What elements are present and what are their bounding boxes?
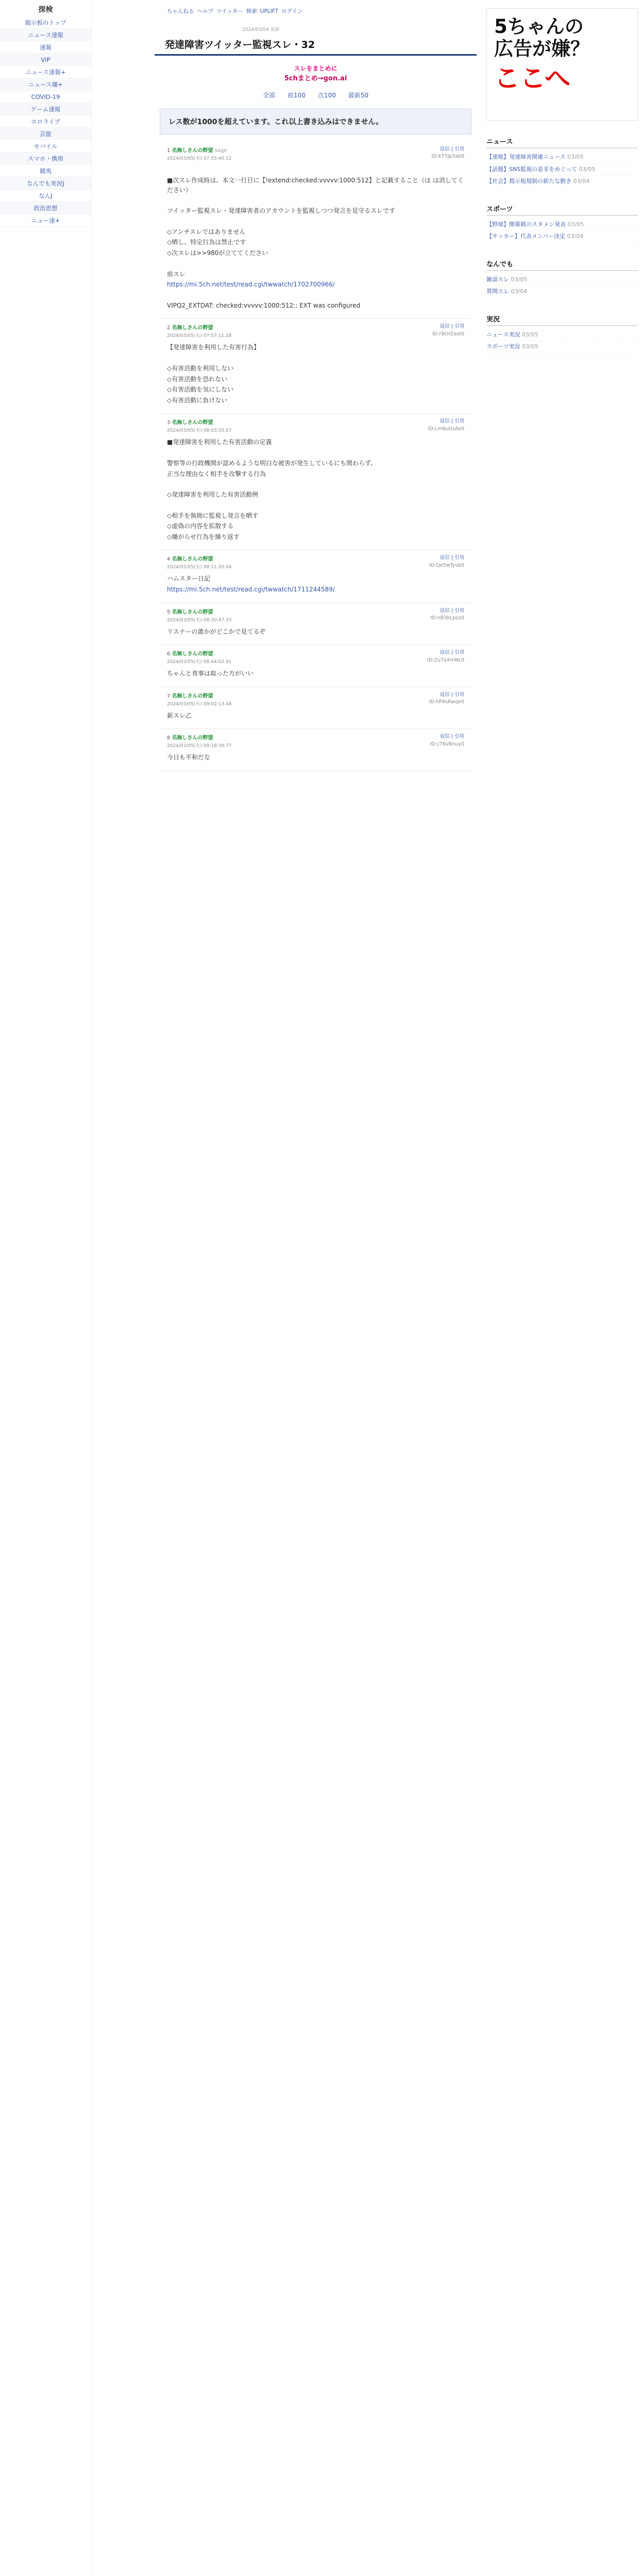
sidebar-news-title: ニュース: [486, 136, 638, 148]
sidebar-sections: [483, 136, 641, 353]
post-body: [167, 627, 464, 637]
line-gap: [167, 501, 464, 511]
thread-title: 発達障害ツイッター監視スレ・32: [155, 35, 477, 56]
sidebar-live-item[interactable]: [486, 329, 638, 342]
post-name: 名無しさんの野望: [172, 609, 213, 615]
nav-item[interactable]: VIP: [0, 54, 91, 66]
sidebar-item-date: 03/04: [511, 288, 528, 295]
main-content: [155, 0, 477, 2576]
post-body: [167, 669, 464, 679]
post-action-reply[interactable]: 返信: [440, 146, 450, 152]
pagination-tabs: [155, 86, 477, 109]
post-actions: 返信 | 引用 ID:nB3kLpoz0: [430, 607, 464, 621]
post-header: [167, 691, 464, 699]
post-line: ちゃんと食事は取った方がいい: [167, 670, 254, 677]
post-date: 2024/03/05(火) 07:55:40.12: [167, 156, 232, 161]
nav-item[interactable]: ニュース速報: [0, 29, 91, 41]
top-navigation: [155, 0, 477, 26]
post-action-quote[interactable]: 引用: [454, 324, 464, 330]
nav-item[interactable]: COVID-19: [0, 91, 91, 103]
post-line: VIPQ2_EXTDAT: checked:vvvvv:1000:512:: EXT was configured: [167, 301, 361, 309]
post-list: [155, 142, 477, 771]
post-header: [167, 323, 464, 331]
post-action-reply[interactable]: 返信: [440, 418, 450, 425]
post-body: [167, 711, 464, 721]
post-action-quote[interactable]: 引用: [454, 607, 464, 614]
post-line: ◇有害活動に負けない: [167, 396, 228, 404]
post-id[interactable]: ID:r9cH2sxt0: [432, 331, 464, 337]
post-item: [160, 414, 471, 550]
line-gap: [167, 480, 464, 490]
pagination-tab[interactable]: 全部: [262, 92, 275, 99]
post-line: ◇有害活動を利用しない: [167, 364, 234, 372]
sidebar-item-text: 【話題】SNS監視の是非をめぐって: [486, 165, 577, 173]
promo-line-1: スレをまとめに: [294, 65, 338, 72]
post-action-quote[interactable]: 引用: [454, 146, 464, 152]
post-line: 新スレ乙: [167, 711, 192, 719]
nav-item[interactable]: 速報: [0, 41, 91, 54]
line-gap: [167, 259, 464, 269]
post-line: 今日も平和だな: [167, 754, 211, 761]
post-id[interactable]: ID:hP4sRwqe0: [429, 699, 464, 705]
sidebar-sports-item[interactable]: [486, 231, 638, 243]
topnav-link[interactable]: UPLIFT: [260, 8, 278, 14]
nav-item[interactable]: 政治思想: [0, 202, 91, 214]
right-sidebar: [483, 0, 641, 2576]
post-number[interactable]: 2: [167, 325, 171, 331]
post-item: [160, 729, 471, 771]
sidebar-item-date: 03/05: [522, 343, 538, 350]
nav-item[interactable]: ニュー速+: [0, 214, 91, 227]
post-header: [167, 649, 464, 657]
post-header: [167, 146, 464, 154]
sidebar-item-text: 【サッカー】代表メンバー決定: [486, 233, 566, 240]
post-line: ◇晒し、特定行為は禁止です: [167, 239, 246, 246]
post-mail: sage: [214, 148, 227, 154]
post-date: 2024/03/05(火) 08:30:47.33: [167, 617, 232, 623]
sidebar-item-date: 03/05: [521, 331, 538, 338]
post-action-quote[interactable]: 引用: [454, 555, 464, 561]
post-actions: 返信 | 引用 ID:Qe5wTyvb0: [429, 555, 464, 568]
post-body: [167, 437, 464, 541]
promo-line-2: 5chまとめ→gon.ai: [284, 75, 347, 82]
post-line: 正当な理由なく相手を攻撃する行為: [167, 470, 266, 478]
sidebar-sports: [486, 204, 638, 243]
sidebar-sports-item[interactable]: [486, 219, 638, 231]
sidebar-news-item[interactable]: [486, 164, 638, 176]
post-date: 2024/03/05(火) 09:02:13.48: [167, 701, 232, 707]
post-id[interactable]: ID:cT6vBnuy0: [430, 741, 464, 747]
post-body: [167, 753, 464, 762]
pagination-tab[interactable]: 前100: [287, 92, 306, 99]
post-header: [167, 418, 464, 426]
post-item: [160, 319, 471, 414]
line-gap: [167, 353, 464, 364]
sidebar-item-date: 03/04: [573, 178, 590, 184]
post-line: ◇嫌がらせ行為を繰り返す: [167, 533, 240, 540]
topnav-link[interactable]: 検索: [246, 8, 257, 14]
line-gap: [167, 217, 464, 227]
post-name: 名無しさんの野望: [172, 325, 213, 331]
post-action-quote[interactable]: 引用: [454, 650, 464, 656]
post-number[interactable]: 8: [167, 735, 171, 741]
post-header: [167, 607, 464, 615]
post-header: [167, 554, 464, 562]
sidebar-nanj: [486, 259, 638, 298]
sidebar-nanj-item[interactable]: [486, 286, 638, 298]
post-name: 名無しさんの野望: [172, 420, 213, 426]
post-name: 名無しさんの野望: [172, 148, 213, 154]
post-item: [160, 550, 471, 603]
sidebar-news: [486, 136, 638, 188]
post-link[interactable]: https://mi.5ch.net/test/read.cgi/twwatch/1711244589/: [167, 586, 335, 594]
post-id[interactable]: ID:Qe5wTyvb0: [429, 562, 464, 568]
nav-item[interactable]: ニュース速報+: [0, 66, 91, 78]
nav-item[interactable]: ホロライブ: [0, 115, 91, 128]
post-body: [167, 343, 464, 405]
post-number[interactable]: 5: [167, 609, 171, 615]
post-name: 名無しさんの野望: [172, 556, 213, 563]
post-action-reply[interactable]: 返信: [440, 691, 450, 698]
topnav-link[interactable]: ログイン: [281, 8, 303, 14]
promo-banner[interactable]: [155, 62, 477, 86]
post-action-reply[interactable]: 返信: [440, 555, 450, 561]
post-body: [167, 165, 464, 310]
sidebar-news-item[interactable]: [486, 151, 638, 164]
post-item: [160, 645, 471, 687]
post-line: ◇虚偽の内容を拡散する: [167, 522, 234, 530]
pagination-tab[interactable]: 次100: [317, 92, 336, 99]
post-line: ◇発達障害を利用した有害活動例: [167, 491, 259, 499]
sidebar-item-text: スポーツ実況: [486, 343, 520, 350]
sidebar-item-date: 03/05: [579, 165, 596, 173]
nav-item[interactable]: スマホ・携帯: [0, 152, 91, 165]
post-actions: 返信 | 引用 ID:r9cH2sxt0: [432, 324, 464, 337]
post-link[interactable]: https://mi.5ch.net/test/read.cgi/twwatch/1702700966/: [167, 281, 335, 289]
sidebar-sports-title: スポーツ: [486, 204, 638, 216]
topnav-link[interactable]: ツイッター: [216, 8, 243, 14]
post-number[interactable]: 3: [167, 420, 171, 426]
nav-list: [0, 16, 91, 227]
nav-item[interactable]: なんでも実況J: [0, 177, 91, 190]
ad-cta: ここへ: [494, 63, 570, 93]
line-gap: [167, 291, 464, 301]
sidebar-item-date: 03/04: [567, 233, 584, 240]
post-line: ■次スレ作成時は、本文一行目に【!extend:checked:vvvvv:1000:512】と記載すること（ほ は消してください）: [167, 177, 464, 194]
nav-title: 探検: [38, 6, 53, 14]
sidebar-item-text: 【野球】開幕戦のスタメン発表: [486, 221, 566, 228]
nav-item[interactable]: なんJ: [0, 190, 91, 202]
sidebar-item-text: 【速報】発達障害関連ニュース: [486, 154, 566, 160]
sidebar-item-date: 03/05: [511, 276, 528, 283]
post-line: 前スレ: [167, 270, 186, 278]
post-action-quote[interactable]: 引用: [454, 418, 464, 425]
post-actions: 返信 | 引用 ID:kT7Jp3ab0: [431, 146, 464, 160]
thread-meta: 2024/03/04 更新: [242, 27, 280, 32]
sidebar-item-date: 03/05: [567, 154, 584, 160]
post-body: [167, 574, 464, 594]
sidebar-item-text: 【社会】掲示板規制の新たな動き: [486, 178, 571, 184]
topnav-link[interactable]: ヘルプ: [197, 8, 213, 14]
nav-item[interactable]: 芸能: [0, 128, 91, 140]
post-line: ◇有害活動を恐れない: [167, 375, 228, 383]
post-item: [160, 687, 471, 730]
post-line: ◇有害活動を気にしない: [167, 386, 234, 394]
left-navigation: [0, 0, 92, 2576]
post-actions: 返信 | 引用 ID:Lm8uGsAe0: [428, 418, 464, 432]
post-action-reply[interactable]: 返信: [440, 607, 450, 614]
nav-item[interactable]: 掲示板のトップ: [0, 16, 91, 29]
pagination-tab[interactable]: 最新50: [348, 92, 369, 99]
post-name: 名無しさんの野望: [172, 735, 213, 741]
line-gap: [167, 165, 464, 176]
post-date: 2024/03/05(火) 07:57:11.28: [167, 333, 232, 339]
sidebar-item-date: 03/05: [567, 221, 584, 228]
sidebar-live-title: 実況: [486, 314, 638, 326]
post-actions: 返信 | 引用 ID:Zu7aXmNc0: [427, 650, 464, 663]
post-number[interactable]: 6: [167, 651, 171, 657]
post-line: ツイッター監視スレ・発達障害者のアカウントを監視しつつ発言を見守るスレです: [167, 207, 396, 215]
line-gap: [167, 448, 464, 459]
post-action-reply[interactable]: 返信: [440, 734, 450, 740]
nav-item[interactable]: ゲーム速報: [0, 103, 91, 115]
nav-item[interactable]: ニュース嫌+: [0, 78, 91, 91]
post-item: [160, 142, 471, 319]
ad-headline: 5ちゃんの 広告が嫌？: [494, 15, 589, 60]
post-id[interactable]: ID:kT7Jp3ab0: [431, 154, 464, 160]
post-action-quote[interactable]: 引用: [454, 691, 464, 698]
post-number[interactable]: 4: [167, 556, 171, 563]
nav-item[interactable]: 競馬: [0, 165, 91, 177]
sidebar-nanj-item[interactable]: [486, 274, 638, 286]
post-line: ■発達障害を利用した有害活動の定義: [167, 438, 272, 446]
sidebar-live-item[interactable]: [486, 341, 638, 353]
post-line: リスナーの誰かがどこかで見てるぞ: [167, 628, 266, 635]
post-action-reply[interactable]: 返信: [440, 650, 450, 656]
post-name: 名無しさんの野望: [172, 693, 213, 699]
topnav-link[interactable]: ちゃんねる: [167, 8, 194, 14]
sidebar-news-item[interactable]: [486, 176, 638, 188]
post-actions: 返信 | 引用 ID:cT6vBnuy0: [430, 734, 464, 747]
post-header: [167, 733, 464, 741]
post-id[interactable]: ID:nB3kLpoz0: [430, 615, 464, 621]
post-line: 【発達障害を利用した有害行為】: [167, 344, 260, 351]
sidebar-item-text: 質問スレ: [486, 288, 509, 295]
sidebar-nanj-title: なんでも: [486, 259, 638, 271]
post-action-quote[interactable]: 引用: [454, 734, 464, 740]
post-actions: 返信 | 引用 ID:hP4sRwqe0: [429, 691, 464, 705]
post-date: 2024/03/05(火) 09:18:39.77: [167, 743, 232, 749]
ad-banner[interactable]: [486, 8, 638, 121]
post-line: ハムスター日記: [167, 575, 211, 583]
post-action-reply[interactable]: 返信: [440, 324, 450, 330]
sidebar-item-text: 雑談スレ: [486, 276, 509, 283]
post-number[interactable]: 1: [167, 148, 171, 154]
nav-item[interactable]: モバイル: [0, 140, 91, 152]
post-number[interactable]: 7: [167, 693, 171, 699]
sidebar-item-text: ニュース実況: [486, 331, 520, 338]
post-date: 2024/03/05(火) 08:44:02.91: [167, 659, 232, 665]
sidebar-live: [486, 314, 638, 353]
post-line: 警察等の行政機関が認めるような明白な被害が発生しているにも関わらず、: [167, 459, 377, 467]
post-item: [160, 603, 471, 646]
line-gap: [167, 196, 464, 206]
post-date: 2024/03/05(火) 08:11:20.04: [167, 565, 232, 570]
post-line: ◇アンチスレではありません: [167, 228, 246, 235]
post-line: ◇相手を執拗に監視し発言を晒す: [167, 512, 259, 519]
post-id[interactable]: ID:Lm8uGsAe0: [428, 426, 464, 432]
thread-limit-warning: レス数が1000を超えています。これ以上書き込みはできません。: [160, 109, 471, 134]
post-date: 2024/03/05(火) 08:03:55.67: [167, 428, 232, 434]
post-id[interactable]: ID:Zu7aXmNc0: [427, 657, 464, 663]
post-line: ◇次スレは>>980が立ててください: [167, 249, 268, 257]
post-name: 名無しさんの野望: [172, 651, 213, 657]
